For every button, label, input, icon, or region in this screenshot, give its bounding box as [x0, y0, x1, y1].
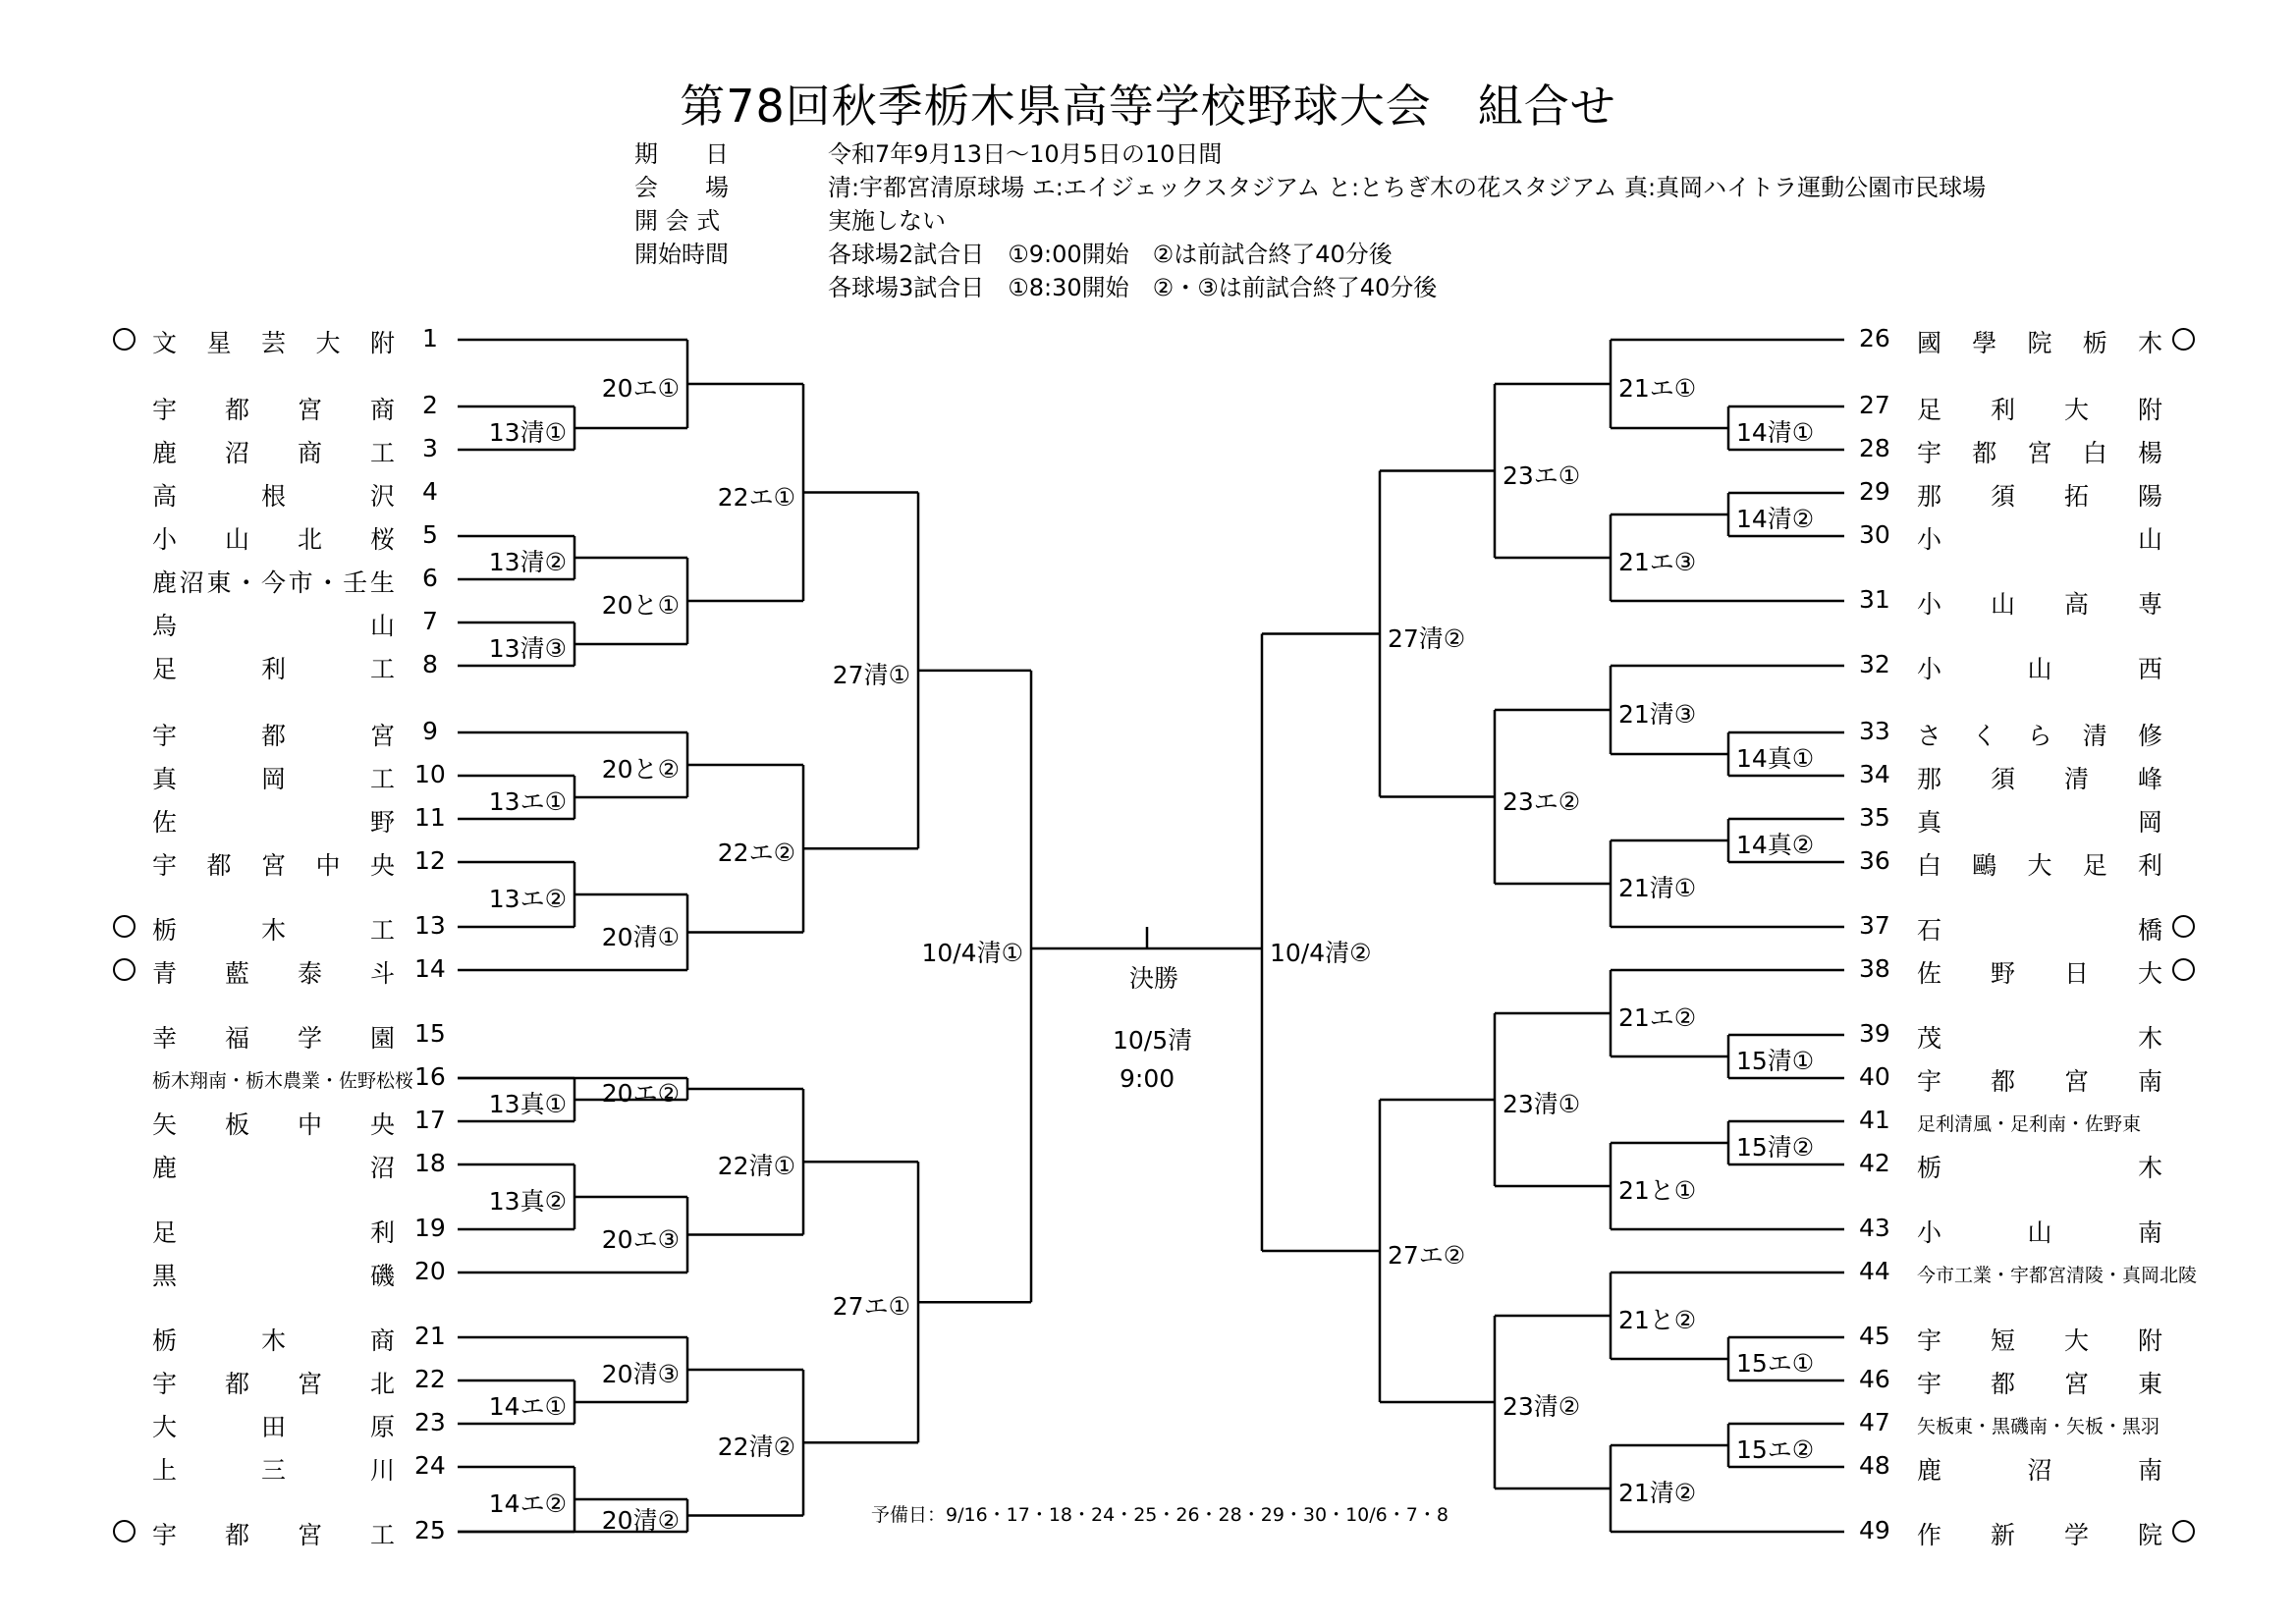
team-name: 那 須 清 峰	[1917, 765, 2162, 793]
team-number: 2	[422, 391, 438, 419]
left-r2-game: 20清①	[601, 922, 680, 951]
team-name: 大 田 原	[152, 1413, 395, 1441]
team-number: 23	[414, 1408, 446, 1436]
seed-mark	[2172, 328, 2195, 351]
team-number: 28	[1859, 434, 1890, 462]
left-r2-game: 20エ①	[601, 374, 680, 403]
team-number: 39	[1859, 1019, 1890, 1048]
info-date-value: 令和7年9月13日～10月5日の10日間	[828, 140, 1223, 168]
final-label: 決勝	[1129, 964, 1179, 993]
team-number: 35	[1859, 803, 1890, 832]
team-number: 14	[414, 954, 446, 983]
right-r4-game: 27エ②	[1388, 1241, 1466, 1270]
team-name: 那 須 拓 陽	[1917, 482, 2162, 511]
team-name: 小 山 高 専	[1917, 590, 2162, 619]
left-r1-game: 13清②	[488, 548, 567, 576]
right-r1-game: 15エ②	[1736, 1435, 1815, 1464]
left-r1-game: 14エ①	[488, 1392, 567, 1421]
right-r1-game: 15清①	[1736, 1047, 1815, 1075]
info-start-label: 開始時間	[634, 241, 729, 268]
team-number: 18	[414, 1149, 446, 1177]
final-date: 10/5清	[1113, 1026, 1193, 1055]
team-number: 25	[414, 1516, 446, 1544]
team-name: 青 藍 泰 斗	[152, 959, 395, 988]
team-name: 小 山 西	[1917, 655, 2162, 683]
team-number: 29	[1859, 477, 1890, 506]
team-name: 宇 都 宮 工	[152, 1521, 395, 1549]
team-number: 19	[414, 1214, 446, 1242]
team-number: 10	[414, 760, 446, 788]
team-number: 9	[422, 717, 438, 745]
team-number: 30	[1859, 520, 1890, 549]
team-number: 31	[1859, 585, 1890, 614]
team-number: 40	[1859, 1062, 1890, 1091]
team-number: 48	[1859, 1451, 1890, 1480]
team-number: 12	[414, 846, 446, 875]
team-number: 17	[414, 1106, 446, 1134]
right-r3-game: 23清①	[1503, 1090, 1581, 1118]
right-r1-game: 14清①	[1736, 418, 1815, 447]
team-number: 44	[1859, 1257, 1890, 1285]
team-number: 33	[1859, 717, 1890, 745]
team-number: 27	[1859, 391, 1890, 419]
team-name: 栃 木 工	[152, 916, 395, 945]
team-name: 宇 都 宮 白 楊	[1917, 439, 2162, 467]
info-venue-value: 清:宇都宮清原球場 エ:エイジェックスタジアム と:とちぎ木の花スタジアム 真:真岡ハイトラ運動公園市民球場	[828, 174, 1987, 201]
team-name: 足 利 工	[152, 655, 395, 683]
final-time: 9:00	[1120, 1064, 1175, 1093]
right-r1-game: 15清②	[1736, 1133, 1815, 1162]
left-r2-game: 20と②	[601, 755, 680, 784]
team-name: 佐 野	[152, 808, 395, 837]
left-r1-game: 13清③	[488, 634, 567, 663]
left-r2-game: 20清③	[601, 1360, 680, 1388]
team-name: 鹿 沼 東 ・ 今 市 ・ 壬 生	[152, 568, 395, 597]
team-number: 6	[422, 564, 438, 592]
team-number: 8	[422, 650, 438, 678]
team-name: 小 山 南	[1917, 1218, 2162, 1247]
right-r2-game: 21エ③	[1618, 548, 1697, 576]
team-name: 宇 都 宮 南	[1917, 1067, 2162, 1096]
left-r1-game: 14エ②	[488, 1489, 567, 1518]
right-r2-game: 21エ①	[1618, 374, 1697, 403]
team-name: 真 岡	[1917, 808, 2162, 837]
team-number: 37	[1859, 911, 1890, 940]
team-number: 4	[422, 477, 438, 506]
team-name: 作 新 学 院	[1917, 1521, 2162, 1549]
team-name: さ く ら 清 修	[1917, 722, 2162, 750]
left-r1-game: 13エ②	[488, 885, 567, 913]
team-name: 鹿 沼	[152, 1154, 395, 1182]
left-r1-game: 13真①	[488, 1090, 567, 1118]
team-number: 15	[414, 1019, 446, 1048]
team-name: 矢板東・黒磯南・矢板・黒羽	[1917, 1416, 2160, 1437]
team-name: 黒 磯	[152, 1262, 395, 1290]
info-venue-label: 会 場	[634, 174, 729, 201]
team-name: 宇 都 宮 北	[152, 1370, 395, 1398]
seed-mark	[2172, 958, 2195, 981]
right-semi-game: 10/4清②	[1270, 939, 1372, 967]
team-number: 32	[1859, 650, 1890, 678]
left-r4-game: 27清①	[832, 660, 910, 689]
seed-mark	[113, 958, 136, 981]
left-r3-game: 22エ②	[717, 839, 795, 868]
left-r1-game: 13エ①	[488, 787, 567, 816]
left-r2-game: 20清②	[601, 1505, 680, 1535]
team-name: 文 星 芸 大 附	[152, 329, 395, 357]
team-number: 47	[1859, 1408, 1890, 1436]
team-number: 45	[1859, 1322, 1890, 1350]
info-ceremony-value: 実施しない	[828, 207, 946, 235]
team-name: 宇 都 宮 東	[1917, 1370, 2162, 1398]
right-r2-game: 21清①	[1618, 874, 1697, 902]
team-number: 34	[1859, 760, 1890, 788]
left-r3-game: 22清①	[717, 1152, 795, 1181]
right-r4-game: 27清②	[1388, 623, 1466, 653]
team-number: 22	[414, 1365, 446, 1393]
left-r4-game: 27エ①	[832, 1292, 910, 1322]
team-number: 42	[1859, 1149, 1890, 1177]
team-number: 24	[414, 1451, 446, 1480]
seed-mark	[2172, 1520, 2195, 1543]
team-name: 栃木翔南・栃木農業・佐野松桜	[152, 1070, 414, 1092]
team-name: 宇 短 大 附	[1917, 1326, 2162, 1355]
info-start-value: 各球場2試合日 ①9:00開始 ②は前試合終了40分後	[828, 241, 1393, 268]
team-name: 宇 都 宮	[152, 722, 395, 750]
team-number: 13	[414, 911, 446, 940]
right-r2-game: 21エ②	[1618, 1003, 1697, 1032]
team-number: 43	[1859, 1214, 1890, 1242]
team-name: 小 山 北 桜	[152, 525, 395, 554]
team-name: 小 山	[1917, 525, 2162, 554]
right-r2-game: 21と①	[1618, 1176, 1697, 1205]
seed-mark	[2172, 915, 2195, 938]
team-name: 佐 野 日 大	[1917, 959, 2162, 988]
right-r1-game: 14真①	[1736, 744, 1815, 773]
left-r2-game: 20エ③	[601, 1224, 680, 1254]
team-number: 49	[1859, 1516, 1890, 1544]
seed-mark	[113, 1520, 136, 1543]
team-name: 國 學 院 栃 木	[1917, 329, 2162, 357]
team-number: 16	[414, 1062, 446, 1091]
team-name: 足 利	[152, 1218, 395, 1247]
right-r1-game: 14清②	[1736, 505, 1815, 533]
team-name: 烏 山	[152, 612, 395, 640]
team-name: 石 橋	[1917, 916, 2162, 945]
page-title: 第78回秋季栃木県高等学校野球大会 組合せ	[680, 80, 1616, 133]
right-r1-game: 14真②	[1736, 831, 1815, 859]
info-start-value-2: 各球場3試合日 ①8:30開始 ②・③は前試合終了40分後	[828, 274, 1438, 301]
team-number: 38	[1859, 954, 1890, 983]
right-r2-game: 21と②	[1618, 1306, 1697, 1334]
info-ceremony-label: 開 会 式	[634, 207, 721, 235]
team-name: 足 利 大 附	[1917, 396, 2162, 424]
left-r2-game: 20エ②	[601, 1079, 680, 1108]
reserve-days-note: 予備日：9/16・17・18・24・25・26・28・29・30・10/6・7・8	[871, 1504, 1449, 1526]
team-name: 矢 板 中 央	[152, 1110, 395, 1139]
right-r3-game: 23清②	[1503, 1392, 1581, 1421]
team-name: 宇 都 宮 中 央	[152, 851, 395, 880]
left-r2-game: 20と①	[601, 591, 680, 620]
team-number: 36	[1859, 846, 1890, 875]
left-r1-game: 13清①	[488, 418, 567, 447]
right-r3-game: 23エ①	[1503, 460, 1581, 490]
right-r2-game: 21清②	[1618, 1479, 1697, 1507]
team-name: 白 鷗 大 足 利	[1917, 851, 2162, 880]
right-r1-game: 15エ①	[1736, 1349, 1815, 1378]
team-name: 足利清風・足利南・佐野東	[1917, 1113, 2142, 1135]
team-number: 46	[1859, 1365, 1890, 1393]
team-number: 41	[1859, 1106, 1890, 1134]
team-name: 茂 木	[1917, 1024, 2162, 1053]
team-number: 1	[422, 324, 438, 352]
team-number: 5	[422, 520, 438, 549]
info-date-label: 期 日	[634, 140, 729, 168]
team-name: 高 根 沢	[152, 482, 395, 511]
team-number: 20	[414, 1257, 446, 1285]
team-number: 11	[414, 803, 446, 832]
right-r3-game: 23エ②	[1503, 786, 1581, 816]
left-r3-game: 22清②	[717, 1433, 795, 1462]
left-semi-game: 10/4清①	[921, 939, 1023, 967]
team-name: 上 三 川	[152, 1456, 395, 1485]
left-r3-game: 22エ①	[717, 482, 795, 512]
team-name: 真 岡 工	[152, 765, 395, 793]
seed-mark	[113, 915, 136, 938]
team-name: 栃 木 商	[152, 1326, 395, 1355]
team-name: 栃 木	[1917, 1154, 2162, 1182]
team-number: 7	[422, 607, 438, 635]
team-number: 3	[422, 434, 438, 462]
left-r1-game: 13真②	[488, 1187, 567, 1216]
team-number: 26	[1859, 324, 1890, 352]
right-r2-game: 21清③	[1618, 700, 1697, 729]
seed-mark	[113, 328, 136, 351]
team-name: 幸 福 学 園	[152, 1024, 395, 1053]
team-name: 鹿 沼 商 工	[152, 439, 395, 467]
team-name: 今市工業・宇都宮清陵・真岡北陵	[1917, 1265, 2198, 1286]
team-number: 21	[414, 1322, 446, 1350]
team-name: 鹿 沼 南	[1917, 1456, 2162, 1485]
team-name: 宇 都 宮 商	[152, 396, 395, 424]
